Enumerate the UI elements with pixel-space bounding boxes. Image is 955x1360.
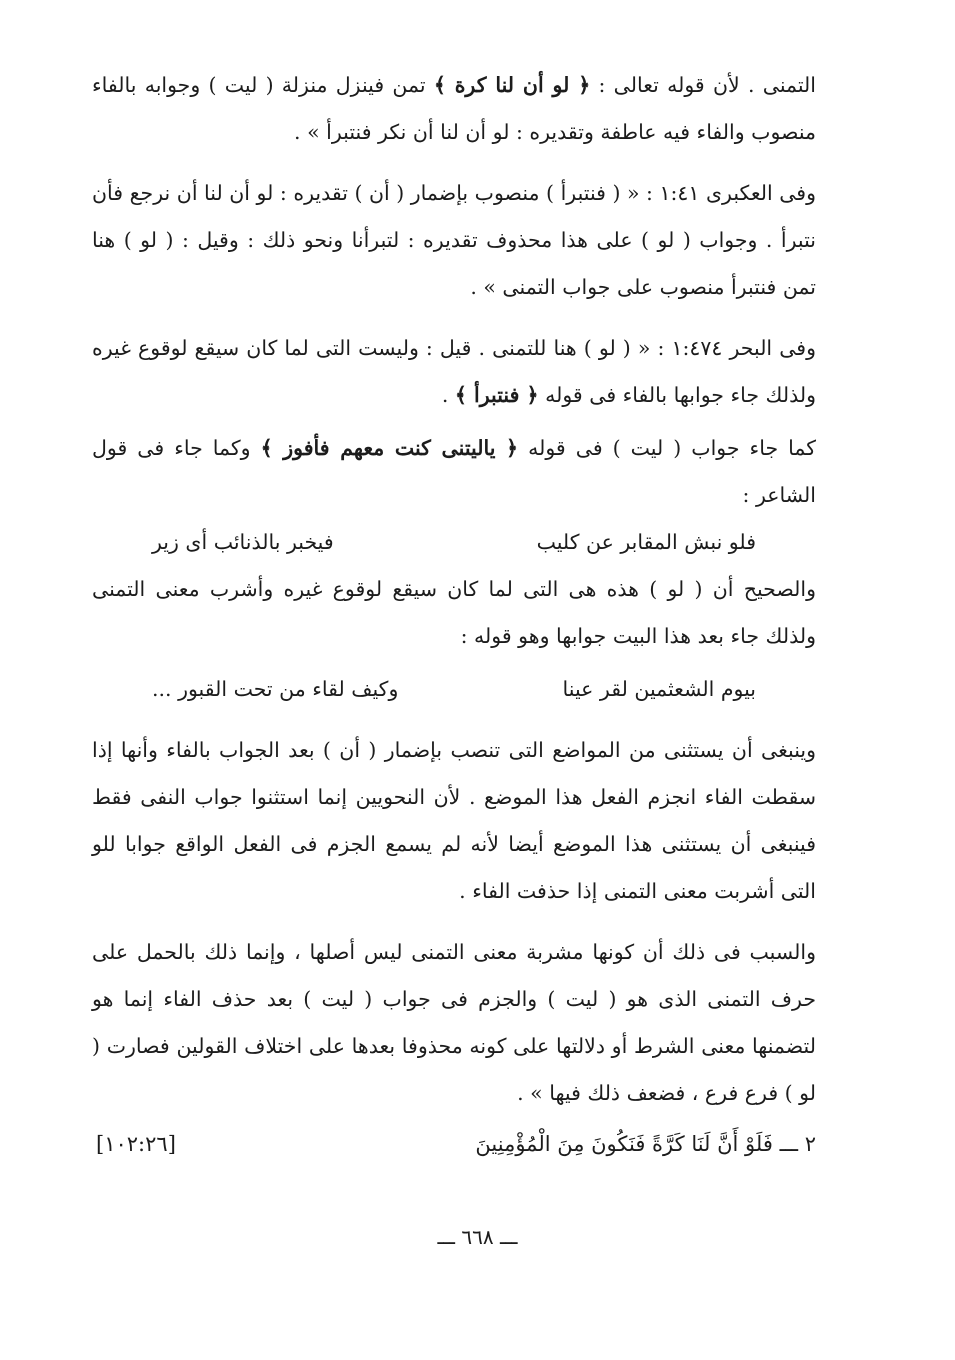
ayah-text: ٢ ـــ فَلَوْ أَنَّ لَنَا كَرَّةً فَنَكُونَ مِنَ الْمُؤْمِنِينَ <box>475 1132 816 1156</box>
quranic-quote: ﴿ لو أن لنا كرة ﴾ <box>433 73 591 97</box>
poetry-verse-1 <box>92 519 816 566</box>
page-body <box>92 62 816 1167</box>
paragraph-3 <box>92 325 816 419</box>
paragraph-5: والصحيح أن ( لو ) هذه هى التى لما كان سيقع لوقوع غيره وأشرب معنى التمنى ولذلك جاء بعد هذا البيت جوابها وهو قوله : <box>92 577 816 648</box>
verse-2-second-hemistich: وكيف لقاء من تحت القبور ... <box>152 677 399 701</box>
paragraph-2: وفى العكبرى ١:٤١ : « ( فنتبرأ ) منصوب بإضمار ( أن ) تقديره : لو أن لنا أن نرجع فأن نتبرأ . وجواب ( لو ) على هذا محذوف تقديره : لتبرأنا ونحو ذلك : وقيل : ( لو ) هنا تمن فنتبرأ منصوب على جواب التمنى » . <box>92 181 816 299</box>
verse-1-second-hemistich: فيخبر بالذنائب أى زير <box>152 530 334 554</box>
paragraph-7: والسبب فى ذلك أن كونها مشربة معنى التمنى ليس أصلها ، وإنما ذلك بالحمل على حرف التمنى الذى هو ( ليت ) والجزم فى جواب ( ليت ) بعد حذف الفاء إنما هو لتضمنها معنى الشرط أو دلالتها على كونه محذوفا بعدها على اختلاف القولين فصارت ( لو ) فرع فرع ، فضعف ذلك فيها » . <box>92 940 816 1105</box>
paragraph-1 <box>92 62 816 156</box>
paragraph-1-text-b: تمن فينزل منزلة ( ليت ) وجوابه بالفاء منصوب والفاء فيه عاطفة وتقديره : لو أن لنا أن نكر فنتبرأ » . <box>92 73 816 144</box>
paragraph-6: وينبغى أن يستثنى من المواضع التى تنصب بإضمار ( أن ) بعد الجواب بالفاء وأنها إذا سقطت الفاء انجزم الفعل هذا الموضع . لأن النحويين إنما استثنوا جواب النفى فقط فينبغى أن يستثنى هذا الموضع أيضا لأنه لم يسمع الجزم فى الفعل الواقع جوابا للو التى أشربت معنى التمنى إذا حذفت الفاء . <box>92 738 816 903</box>
ayah-reference: [١٠٢:٢٦] <box>96 1132 176 1156</box>
paragraph-4-text-b: وكما جاء فى قول الشاعر : <box>92 436 816 507</box>
paragraph-4-text-a: كما جاء جواب ( ليت ) فى قوله <box>518 436 816 460</box>
quranic-quote: ﴿ ياليتنى كنت معهم فأفوز ﴾ <box>260 436 519 460</box>
paragraph-4 <box>92 425 816 519</box>
poetry-verse-2 <box>92 666 816 713</box>
verse-1-first-hemistich: فلو نبش المقابر عن كليب <box>536 530 756 554</box>
paragraph-3-text-b: . <box>441 383 455 407</box>
verse-2-first-hemistich: بيوم الشعثمين لقر عينا <box>562 677 756 701</box>
ayah-entry <box>92 1121 816 1167</box>
page-number: ـــ ٦٦٨ ـــ <box>437 1225 518 1249</box>
quranic-quote: ﴿ فنتبرأ ﴾ <box>454 383 539 407</box>
paragraph-1-text-a: التمنى . لأن قوله تعالى : <box>590 73 816 97</box>
paragraph-3-text-a: وفى البحر ١:٤٧٤ : « ( لو ) هنا للتمنى . قيل : وليست التى لما كان سيقع لوقوع غيره ولذلك جاء جوابها بالفاء فى قوله <box>92 336 816 407</box>
